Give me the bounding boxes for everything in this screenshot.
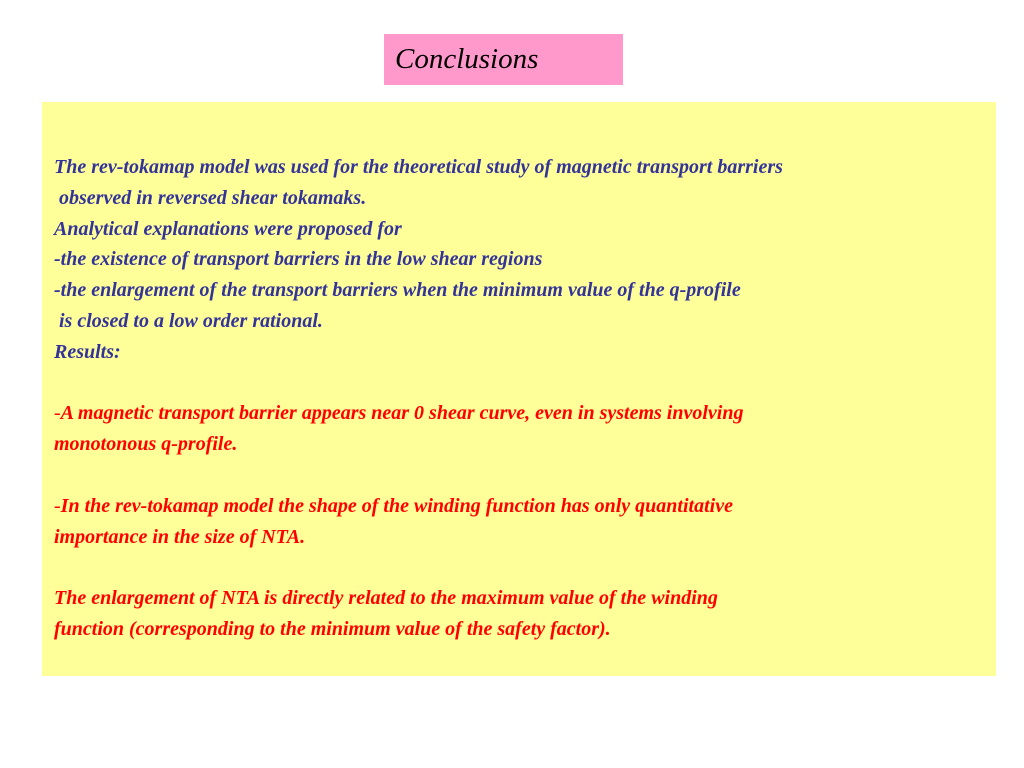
intro-line-5: -the enlargement of the transport barriers when the minimum value of the q-profile — [54, 279, 741, 302]
spacer — [54, 368, 996, 399]
intro-line-4: -the existence of transport barriers in the low shear regions — [54, 248, 543, 271]
title-box — [384, 34, 623, 85]
results-label: Results: — [54, 340, 121, 363]
intro-line-3: Analytical explanations were proposed for — [54, 217, 402, 240]
intro-line-2: observed in reversed shear tokamaks. — [59, 186, 367, 209]
result-1-line-2: monotonous q-profile. — [54, 433, 238, 456]
result-1-line-1 — [54, 398, 996, 429]
result-2-text: In the rev-tokamap model the shape of the winding function has only quantitative — [60, 494, 733, 517]
intro-line-6: is closed to a low order rational. — [59, 309, 323, 332]
spacer — [54, 552, 996, 583]
spacer — [54, 460, 996, 491]
result-2-line-2: importance in the size of NTA. — [54, 525, 306, 548]
result-3-line-2: function (corresponding to the minimum value of the safety factor). — [54, 617, 611, 640]
result-1-text: A magnetic transport barrier appears near 0 shear curve, even in systems involving — [60, 402, 744, 425]
result-1-dash: - — [54, 402, 61, 425]
result-2-line-1 — [54, 491, 996, 522]
slide-title: Conclusions — [395, 43, 539, 75]
result-2-dash: - — [54, 494, 61, 517]
content-box — [42, 102, 996, 676]
result-3-line-1: The enlargement of NTA is directly related to the maximum value of the winding — [54, 587, 718, 610]
intro-line-1: The rev-tokamap model was used for the theoretical study of magnetic transport barriers — [54, 156, 783, 178]
